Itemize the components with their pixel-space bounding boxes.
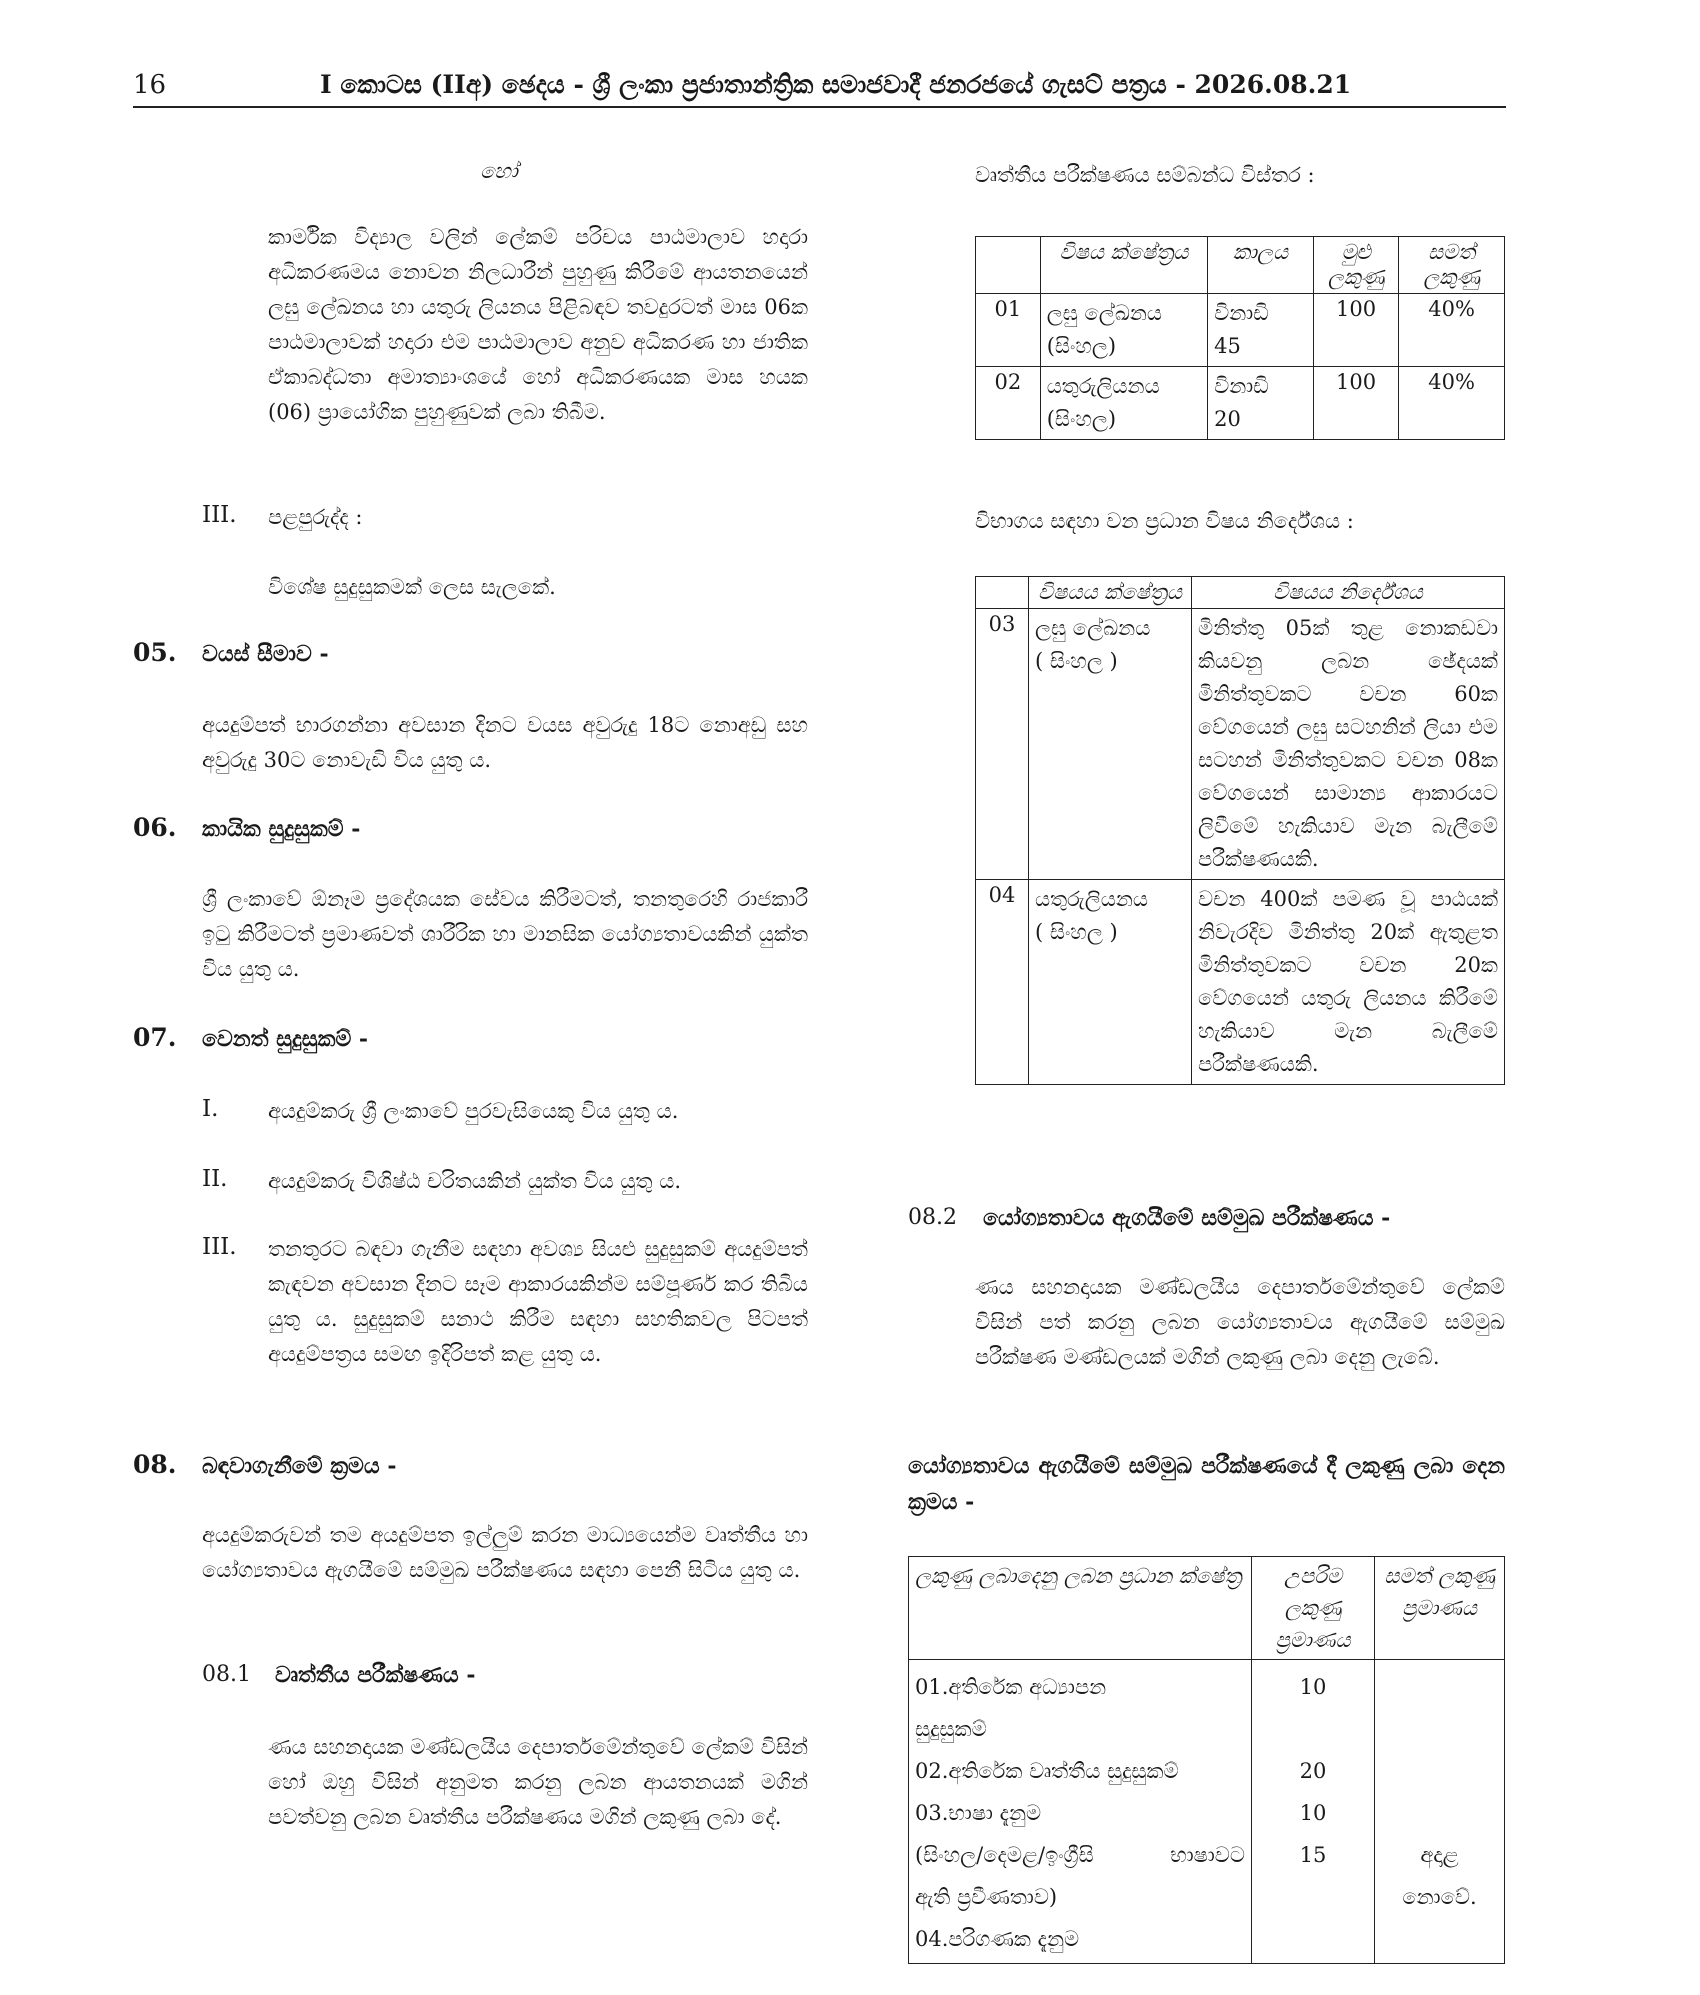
table-header-cell: විෂයය නිර්දේශය: [1192, 577, 1505, 609]
vocational-exam-table: [975, 236, 1505, 440]
subject-cell: ලඝු ලේඛනය (සිංහල): [1040, 294, 1207, 367]
section-08-1-number: 08.1: [202, 1662, 251, 1687]
table-row: [976, 880, 1505, 1085]
paragraph-training: කාර්මික විද්‍යාල වලින් ලේකම් පරිචය පාඨමාලාව හදාරා අධිකරණමය නොවන නිලධාරීන් පුහුණු කිරීමේ ආයතනයෙන් ලඝු ලේඛනය හා යතුරු ලියනය පිළිබඳව තවදුරටත් මාස 06ක පාඨමාලාවක් හදාරා එම පාඨමාලාව අනුව අධිකරණ හා ජාතික ඒකාබද්ධතා අමාත්‍යාංශයේ හෝ අධිකරණයක මාස හයක (06) ප්‍රායෝගික පුහුණුවක් ලබා තිබීම.: [268, 225, 808, 424]
table-header-cell: විෂය ක්ෂේත්‍රය: [1040, 237, 1207, 294]
section-07-number: 07.: [133, 1023, 177, 1052]
header-rule: [133, 106, 1506, 108]
row-number: 03: [976, 609, 1029, 880]
section-08-number: 08.: [133, 1450, 177, 1479]
table-header-row: [976, 237, 1505, 294]
marks-method-heading: යෝග්‍යතාවය ඇගයීමේ සම්මුඛ පරීක්ෂණයේ දී ලකුණු ලබා දෙන ක්‍රමය -: [908, 1453, 1505, 1515]
row-number: 04: [976, 880, 1029, 1085]
section-08-text: අයදුම්කරුවන් තම අයදුම්පත ඉල්ලුම් කරන මාධ්‍යයෙන්ම වෘත්තීය හා යෝග්‍යතාවය ඇගයීමේ සම්මුඛ පරීක්ෂණය සඳහා පෙනී සිටිය යුතු ය.: [202, 1523, 808, 1582]
pass-marks-cell: අදාළ නොවේ.: [1375, 1660, 1505, 1964]
section-05-heading: වයස් සීමාව -: [202, 641, 329, 667]
item-07-ii-text: අයදුම්කරු විශිෂ්ඨ චරිතයකින් යුක්ත විය යුතු ය.: [268, 1169, 682, 1193]
table1-caption: වෘත්තීය පරීක්ෂණය සම්බන්ධ විස්තර :: [975, 163, 1315, 187]
syllabus-description: මිනිත්තු 05ක් තුළ නොකඩවා කියවනු ලබන ඡේදයක් මිනිත්තුවකට වචන 60ක වේගයෙන් ලඝු සටහනින් ලියා එම සටහන් මිනිත්තුවකට වචන 08ක වේගයෙන් සාමාන්‍ය ආකාරයට ලිවීමේ හැකියාව මැන බැලීමේ පරීක්ෂණයකි.: [1192, 609, 1505, 880]
row-number: 02: [976, 367, 1041, 440]
subject-cell: ලඝු ලේඛනය ( සිංහල ): [1029, 609, 1192, 880]
time-cell: විනාඩි 20: [1208, 367, 1314, 440]
item-07-iii-text: තනතුරට බඳවා ගැනීම සඳහා අවශ්‍ය සියළු සුදුසුකම් අයදුම්පත් කැඳවන අවසාන දිනට සෑම ආකාරයකින්ම සම්පූර්ණ කර තිබිය යුතු ය. සුදුසුකම් සනාථ කිරීම සඳහා සහතිකවල පිටපත් අයදුම්පත්‍රය සමඟ ඉදිරිපත් කළ යුතු ය.: [268, 1237, 808, 1366]
item-07-i-number: I.: [202, 1096, 219, 1122]
pass-marks-cell: 40%: [1399, 294, 1505, 367]
page-header-title: I කොටස (IIඅ) ඡෙදය - ශ්‍රී ලංකා ප්‍රජාතාන්ත්‍රික සමාජවාදී ජනරජයේ ගැසට් පත්‍රය - 2026.08.21: [320, 70, 1352, 99]
section-08-2-number: 08.2: [908, 1205, 957, 1230]
section-08-2-heading: යෝග්‍යතාවය ඇගයීමේ සම්මුඛ පරීක්ෂණය -: [983, 1205, 1391, 1231]
section-06-text: ශ්‍රී ලංකාවේ ඕනෑම ප්‍රදේශයක සේවය කිරීමටත්, තනතුරෙහි රාජකාරී ඉටු කිරීමටත් ප්‍රමාණවත් ශාරීරික හා මානසික යෝග්‍යතාවයකින් යුක්ත විය යුතු ය.: [202, 887, 808, 981]
or-label: හෝ: [480, 159, 518, 183]
experience-text: විශේෂ සුදුසුකමක් ලෙස සැලකේ.: [268, 575, 556, 599]
pass-marks-cell: 40%: [1399, 367, 1505, 440]
table-row: [909, 1660, 1505, 1964]
item-iii-number: III.: [202, 502, 237, 528]
item-07-ii-number: II.: [202, 1166, 228, 1192]
syllabus-description: වචන 400ක් පමණ වූ පාඨයක් නිවැරදිව මිනිත්තු 20ක් ඇතුළත මිනිත්තුවකට වචන 20ක වේගයෙන් යතුරු ලියනය කිරීමේ හැකියාව මැන බැලීමේ පරීක්ෂණයකි.: [1192, 880, 1505, 1085]
table-row: [976, 609, 1505, 880]
table-header-cell: විෂයය ක්ෂේත්‍රය: [1029, 577, 1192, 609]
section-05-number: 05.: [133, 638, 177, 667]
total-marks-cell: 100: [1313, 367, 1398, 440]
section-06-heading: කායික සුදුසුකම් -: [202, 816, 361, 842]
interview-marks-table: [908, 1556, 1505, 1964]
table-header-cell: [976, 577, 1029, 609]
syllabus-table: [975, 576, 1505, 1085]
criteria-cell: 01.අතිරේක අධ්‍යාපන සුදුසුකම් 02.අතිරේක වෘත්තීය සුදුසුකම් 03.භාෂා දැනුම (සිංහල/දෙමළ/ඉංග්‍රීසි භාෂාවට ඇති ප්‍රවීණතාව) 04.පරිගණක දැනුම: [909, 1660, 1252, 1964]
section-08-1-text: ණය සහනදායක මණ්ඩලයීය දෙපාර්තමේන්තුවේ ලේකම් විසින් හෝ ඔහු විසින් අනුමත කරනු ලබන ආයතනයක් මගින් පවත්වනු ලබන වෘත්තීය පරීක්ෂණය මගින් ලකුණු ලබා දේ.: [268, 1735, 808, 1829]
table-header-cell: ලකුණු ලබාදෙනු ලබන ප්‍රධාන ක්ෂේත්‍ර: [909, 1557, 1252, 1660]
row-number: 01: [976, 294, 1041, 367]
item-07-iii-number: III.: [202, 1234, 237, 1260]
experience-label: පළපුරුද්ද :: [268, 505, 363, 529]
table-row: [976, 367, 1505, 440]
section-05-text: අයදුම්පත් භාරගන්නා අවසාන දිනට වයස අවුරුදු 18ට නොඅඩු සහ අවුරුදු 30ට නොවැඩි විය යුතු ය.: [202, 713, 808, 772]
time-cell: විනාඩි 45: [1208, 294, 1314, 367]
table2-caption: විභාගය සඳහා වන ප්‍රධාන විෂය නිර්දේශය :: [975, 509, 1354, 533]
table-header-cell: සමත් ලකුණු ප්‍රමාණය: [1375, 1557, 1505, 1660]
section-07-heading: වෙනත් සුදුසුකම් -: [202, 1026, 369, 1052]
item-07-i-text: අයදුම්කරු ශ්‍රී ලංකාවේ පුරවැසියෙකු විය යුතු ය.: [268, 1099, 679, 1123]
page-number: 16: [133, 70, 167, 100]
section-08-2-text: ණය සහනදායක මණ්ඩලයීය දෙපාර්තමේන්තුවේ ලේකම් විසින් පත් කරනු ලබන යෝග්‍යතාවය ඇගයීමේ සම්මුඛ පරීක්ෂණ මණ්ඩලයක් මගින් ලකුණු ලබා දෙනු ලැබේ.: [975, 1275, 1505, 1369]
max-marks-cell: 10 20 10 15: [1252, 1660, 1375, 1964]
subject-cell: යතුරුලියනය ( සිංහල ): [1029, 880, 1192, 1085]
subject-cell: යතුරුලියනය (සිංහල): [1040, 367, 1207, 440]
section-08-1-heading: වෘත්තීය පරීක්ෂණය -: [275, 1662, 476, 1688]
table-header-cell: සමත් ලකුණු: [1399, 237, 1505, 294]
section-08-heading: බඳවාගැනීමේ ක්‍රමය -: [202, 1453, 397, 1479]
table-header-cell: මුළු ලකුණු: [1313, 237, 1398, 294]
table-header-cell: [976, 237, 1041, 294]
table-header-cell: කාලය: [1208, 237, 1314, 294]
table-header-cell: උපරිම ලකුණු ප්‍රමාණය: [1252, 1557, 1375, 1660]
table-row: [976, 294, 1505, 367]
section-06-number: 06.: [133, 813, 177, 842]
total-marks-cell: 100: [1313, 294, 1398, 367]
table-header-row: [976, 577, 1505, 609]
table-header-row: [909, 1557, 1505, 1660]
